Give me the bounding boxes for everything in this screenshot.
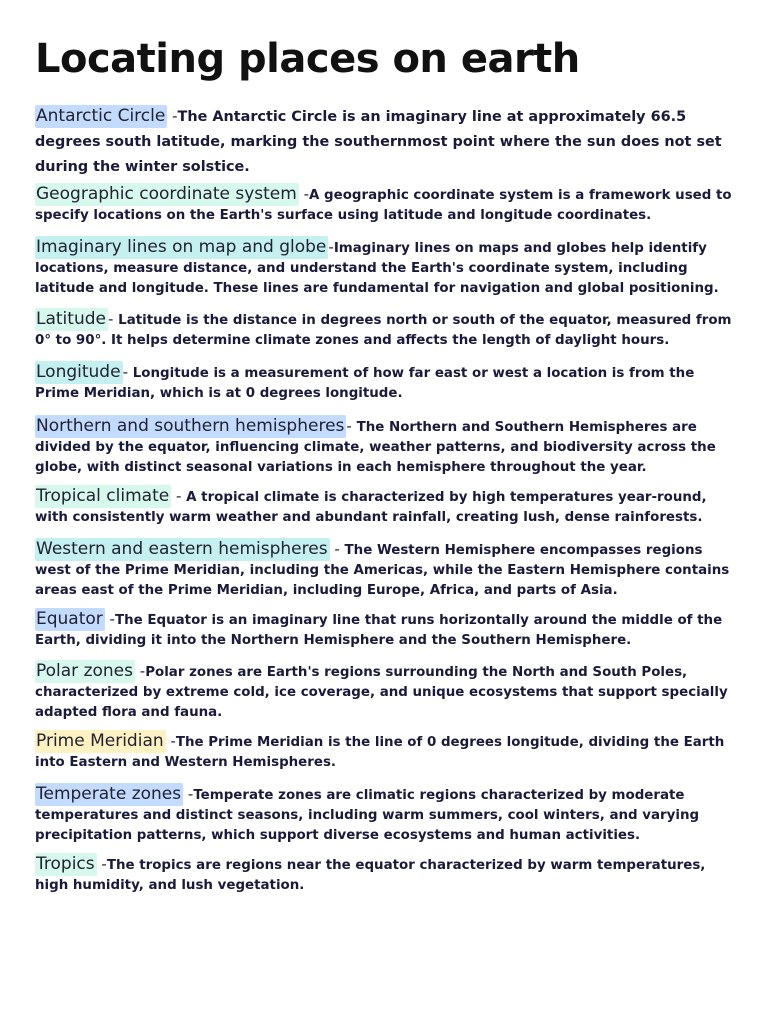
glossary-term: Western and eastern hemispheres xyxy=(36,539,328,559)
glossary-definition: The Equator is an imaginary line that runs horizontally around the middle of the Earth, dividing it into the Northern Hemisphere and the Southern Hemisphere. xyxy=(35,613,723,648)
glossary-definition: Polar zones are Earth's regions surrounding the North and South Poles, characterized by extreme cold, ice coverage, and unique ecosystems that support specially adapted flora and fauna. xyxy=(35,665,728,720)
glossary-definition: The Western Hemisphere encompasses regions west of the Prime Meridian, including the Americas, while the Eastern Hemisphere contains areas east of the Prime Meridian, including Europe, Africa, and parts of Asia. xyxy=(35,543,730,598)
term-separator: - xyxy=(298,185,309,203)
glossary-term: Prime Meridian xyxy=(36,731,164,751)
glossary-term: Northern and southern hemispheres xyxy=(36,416,345,436)
term-separator: - xyxy=(122,363,133,381)
glossary-entry-hemispheres-west-east xyxy=(35,540,735,600)
glossary-term: Latitude xyxy=(36,309,106,329)
term-separator: - xyxy=(171,487,187,505)
page-title: Locating places on earth xyxy=(35,36,580,82)
term-separator: - xyxy=(165,732,176,750)
glossary-term: Equator xyxy=(36,609,103,629)
glossary-term: Geographic coordinate system xyxy=(36,184,297,204)
term-separator: - xyxy=(346,417,357,435)
glossary-term: Polar zones xyxy=(36,661,133,681)
glossary-term: Tropics xyxy=(36,854,95,874)
glossary-definition: A geographic coordinate system is a framework used to specify locations on the Earth's surface using latitude and longitude coordinates. xyxy=(35,188,732,223)
glossary-entry-longitude xyxy=(35,363,735,403)
glossary-term: Antarctic Circle xyxy=(36,106,166,126)
term-separator: - xyxy=(107,310,119,328)
glossary-definition: The Northern and Southern Hemispheres are divided by the equator, influencing climate, weather patterns, and biodiversity across the globe, with distinct seasonal variations in each hemisphere throughout the year. xyxy=(35,420,716,475)
term-separator: - xyxy=(329,540,345,558)
term-separator: - xyxy=(135,662,146,680)
glossary-definition: Imaginary lines on maps and globes help identify locations, measure distance, and understand the Earth's coordinate system, including latitude and longitude. These lines are fundamental for navigation and global positioning. xyxy=(35,241,719,296)
glossary-definition: Latitude is the distance in degrees north or south of the equator, measured from 0° to 90°. It helps determine climate zones and affects the length of daylight hours. xyxy=(35,313,732,348)
glossary-entry-temperate-zones xyxy=(35,785,735,845)
term-separator: - xyxy=(167,107,178,125)
glossary-definition: Temperate zones are climatic regions characterized by moderate temperatures and distinct seasons, including warm summers, cool winters, and varying precipitation patterns, which support diverse ecosystems and human activities. xyxy=(35,788,700,843)
glossary-entry-equator xyxy=(35,610,735,650)
glossary-definition: A tropical climate is characterized by high temperatures year-round, with consistently warm weather and abundant rainfall, creating lush, dense rainforests. xyxy=(35,490,707,525)
glossary-entry-geographic-coordinate-system xyxy=(35,185,735,225)
glossary-term: Longitude xyxy=(36,362,121,382)
glossary-entry-prime-meridian xyxy=(35,732,735,772)
glossary-entry-tropical-climate xyxy=(35,487,735,527)
term-separator: - xyxy=(183,785,194,803)
glossary-entry-tropics xyxy=(35,855,735,895)
glossary-entry-latitude xyxy=(35,310,735,350)
glossary-definition: The tropics are regions near the equator characterized by warm temperatures, high humidity, and lush vegetation. xyxy=(35,858,706,893)
term-separator: - xyxy=(96,855,107,873)
glossary-term: Imaginary lines on map and globe xyxy=(36,237,327,257)
glossary-definition: The Antarctic Circle is an imaginary line at approximately 66.5 degrees south latitude, marking the southernmost point where the sun does not set during the winter solstice. xyxy=(35,109,722,175)
glossary-term: Tropical climate xyxy=(36,486,170,506)
term-separator: - xyxy=(104,610,115,628)
glossary-entry-polar-zones xyxy=(35,662,735,722)
glossary-definition: The Prime Meridian is the line of 0 degrees longitude, dividing the Earth into Eastern and Western Hemispheres. xyxy=(35,735,725,770)
glossary-entry-antarctic-circle xyxy=(35,104,735,179)
glossary-entry-imaginary-lines xyxy=(35,238,735,298)
glossary-term: Temperate zones xyxy=(36,784,182,804)
glossary-definition: Longitude is a measurement of how far east or west a location is from the Prime Meridian, which is at 0 degrees longitude. xyxy=(35,366,695,401)
glossary-entry-hemispheres-north-south xyxy=(35,417,735,477)
term-separator: - xyxy=(328,238,334,256)
